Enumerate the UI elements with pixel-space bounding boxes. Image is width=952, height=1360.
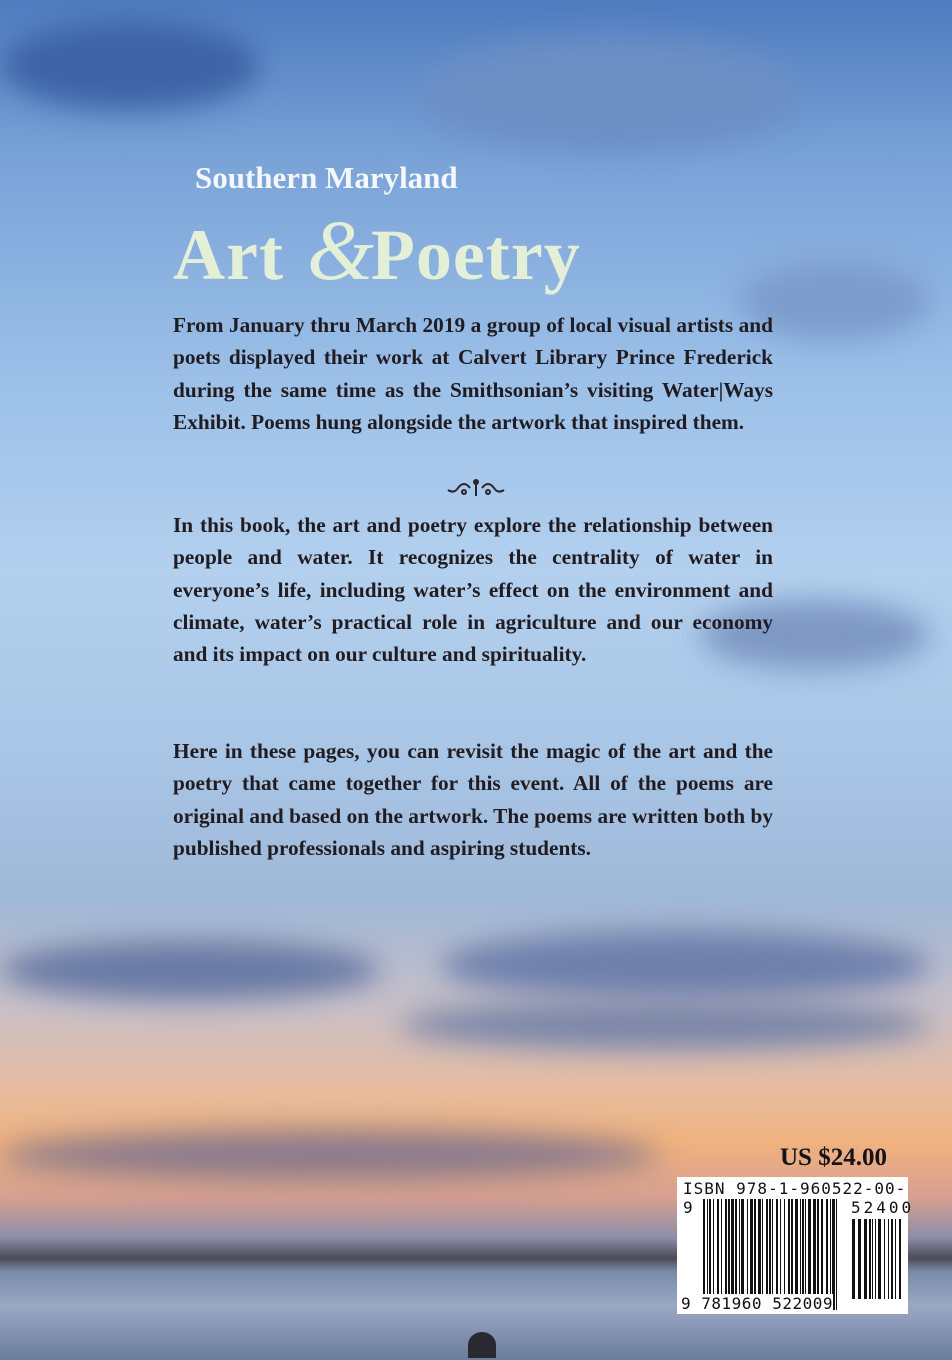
barcode-bar [884,1219,885,1299]
barcode-bar [895,1219,896,1299]
ean-digits: 9 781960 522009 [681,1294,833,1313]
barcode-bar [869,1219,871,1299]
isbn-number: ISBN 978-1-960522-00-9 [683,1179,907,1217]
barcode-bar [852,1219,855,1299]
isbn-barcode [677,1177,915,1314]
title-ampersand: & [306,202,375,298]
title-poetry: Poetry [370,215,581,295]
description-paragraph-1: From January thru March 2019 a group of local visual artists and poets displayed their work at Calvert Library Prince Frederick during the same time as the Smithsonian’s visiting Water|Ways Exhibit. Poems hung alongside the artwork that inspired them. [173,313,773,434]
book-title [173,200,581,300]
ornament-flourish-icon [440,478,512,506]
price-addon-code: 52400 [851,1198,915,1217]
buoy [468,1332,496,1358]
cloud [420,40,800,150]
barcode-bar [899,1219,901,1299]
title-art: Art [173,215,284,295]
price-label: US $24.00 [780,1144,887,1171]
barcode-bar [891,1219,893,1299]
book-subtitle: Southern Maryland [195,160,458,195]
barcode-bar [888,1219,889,1299]
cloud [0,1130,660,1180]
barcode-bar [872,1219,873,1299]
barcode-bar [858,1219,861,1299]
cloud [0,20,260,110]
barcode-bar [875,1219,876,1299]
cloud [0,940,380,1000]
cloud [400,1000,930,1050]
cloud [440,930,930,1000]
description-paragraph-3: Here in these pages, you can revisit the magic of the art and the poetry that came together for this event. All of the poems are original and based on the artwork. The poems are written both by published professionals and aspiring students. [173,739,773,860]
barcode-bar [878,1219,881,1299]
barcode-bar [864,1219,867,1299]
description-paragraph-2: In this book, the art and poetry explore the relationship between people and water. It recognizes the centrality of water in everyone’s life, including water’s effect on the environment and climate, water’s practical role in agriculture and our economy and its impact on our culture and spirituality. [173,513,773,667]
